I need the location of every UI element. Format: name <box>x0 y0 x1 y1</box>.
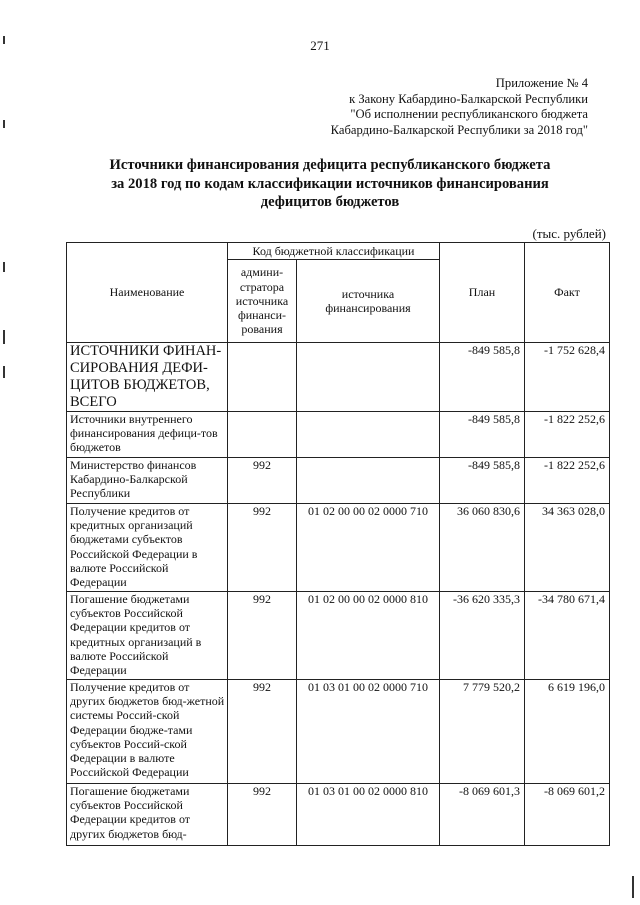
scan-mark <box>3 366 5 378</box>
table-row <box>67 412 610 458</box>
row-admin: 992 <box>228 784 297 846</box>
row-code <box>297 458 440 504</box>
row-fact: -34 780 671,4 <box>525 592 610 680</box>
header-fact: Факт <box>525 243 610 343</box>
row-name: Получение кредитов от кредитных организаций бюджетами субъектов Российской Федерации в валюте Российской Федерации <box>67 504 228 592</box>
row-fact: -1 822 252,6 <box>525 458 610 504</box>
header-plan: План <box>440 243 525 343</box>
header-admin: админи-стратора источника финанси-рования <box>228 260 297 343</box>
row-code: 01 03 01 00 02 0000 810 <box>297 784 440 846</box>
scan-mark <box>632 876 634 898</box>
row-admin: 992 <box>228 680 297 784</box>
row-code <box>297 412 440 458</box>
row-name: Погашение бюджетами субъектов Российской Федерации кредитов от кредитных организаций в валюте Российской Федерации <box>67 592 228 680</box>
row-admin <box>228 412 297 458</box>
row-fact: -8 069 601,2 <box>525 784 610 846</box>
row-name: Министерство финансов Кабардино-Балкарской Республики <box>67 458 228 504</box>
row-code: 01 02 00 00 02 0000 710 <box>297 504 440 592</box>
table-row <box>67 504 610 592</box>
row-code: 01 02 00 00 02 0000 810 <box>297 592 440 680</box>
appendix-header <box>331 76 588 138</box>
header-source: источника финансирования <box>297 260 440 343</box>
appendix-line: Кабардино-Балкарской Республики за 2018 год" <box>330 122 588 137</box>
row-name: Источники внутреннего финансирования дефици-тов бюджетов <box>67 412 228 458</box>
row-plan: -849 585,8 <box>440 343 525 412</box>
row-admin: 992 <box>228 504 297 592</box>
document-title <box>60 156 600 212</box>
row-fact: 6 619 196,0 <box>525 680 610 784</box>
row-name: Получение кредитов от других бюджетов бюд-жетной системы Россий-ской Федерации бюдже-тами субъектов Россий-ской Федерации в валюте Российской Федерации <box>67 680 228 784</box>
row-admin: 992 <box>228 592 297 680</box>
table-row <box>67 592 610 680</box>
units-label: (тыс. рублей) <box>532 226 606 241</box>
row-name: Погашение бюджетами субъектов Российской Федерации кредитов от других бюджетов бюд- <box>67 784 228 846</box>
table-row <box>67 784 610 846</box>
row-plan: -36 620 335,3 <box>440 592 525 680</box>
row-fact: 34 363 028,0 <box>525 504 610 592</box>
sources-table <box>66 242 610 846</box>
row-admin: 992 <box>228 458 297 504</box>
table-row <box>67 343 610 412</box>
row-fact: -1 822 252,6 <box>525 412 610 458</box>
row-plan: -8 069 601,3 <box>440 784 525 846</box>
row-plan: -849 585,8 <box>440 458 525 504</box>
table-row <box>67 458 610 504</box>
row-plan: 7 779 520,2 <box>440 680 525 784</box>
appendix-line: к Закону Кабардино-Балкарской Республики <box>349 91 588 106</box>
title-line: за 2018 год по кодам классификации источников финансирования <box>111 175 549 192</box>
row-admin <box>228 343 297 412</box>
row-plan: -849 585,8 <box>440 412 525 458</box>
row-code <box>297 343 440 412</box>
row-code: 01 03 01 00 02 0000 710 <box>297 680 440 784</box>
page-number: 271 <box>310 38 330 53</box>
title-line: дефицитов бюджетов <box>260 194 400 210</box>
row-name: ИСТОЧНИКИ ФИНАН-СИРОВАНИЯ ДЕФИ-ЦИТОВ БЮДЖЕТОВ, ВСЕГО <box>67 343 228 412</box>
title-line: Источники финансирования дефицита республиканского бюджета <box>109 157 551 173</box>
header-name: Наименование <box>67 243 228 343</box>
scan-mark <box>3 330 5 344</box>
scan-mark <box>3 262 5 272</box>
appendix-line: Приложение № 4 <box>495 76 588 90</box>
scan-mark <box>3 120 5 128</box>
row-plan: 36 060 830,6 <box>440 504 525 592</box>
table-row <box>67 680 610 784</box>
row-fact: -1 752 628,4 <box>525 343 610 412</box>
appendix-line: "Об исполнении республиканского бюджета <box>350 107 588 121</box>
header-code-group: Код бюджетной классификации <box>228 243 440 260</box>
